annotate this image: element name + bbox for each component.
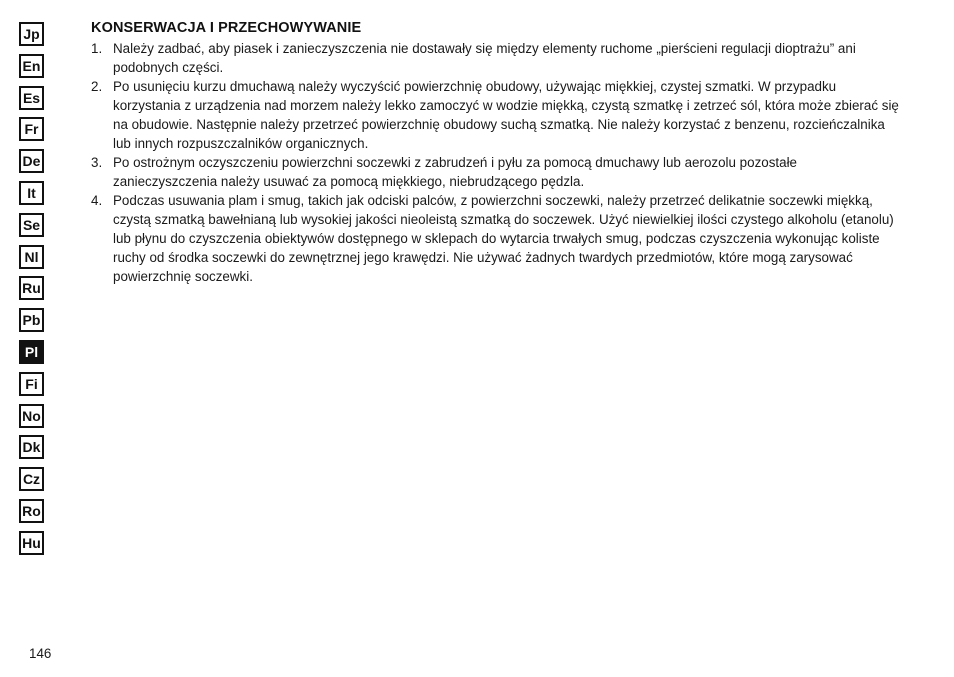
lang-tab-es[interactable]: Es	[19, 86, 44, 110]
main-content	[91, 19, 901, 286]
maintenance-steps	[91, 39, 901, 286]
step-text: Podczas usuwania plam i smug, takich jak odciski palców, z powierzchni soczewki, należy przetrzeć delikatnie soczewki miękką, czystą szmatką bawełnianą lub wysokiej jakości nieoleistą szmatką do soczewek. Użyć niewielkiej ilości czystego alkoholu (etanolu) lub płynu do czyszczenia obiektywów dostępnego w sklepach do wytarcia trwałych smug, podczas czyszczenia wykonując koliste ruchy od środka soczewki do zewnętrznej jego krawędzi. Nie używać żadnych twardych przedmiotów, które mogą zarysować powierzchnię soczewki.	[113, 193, 894, 284]
lang-tab-fr[interactable]: Fr	[19, 117, 44, 141]
lang-tab-de[interactable]: De	[19, 149, 44, 173]
lang-tab-ro[interactable]: Ro	[19, 499, 44, 523]
step-item	[91, 39, 901, 77]
lang-tab-nl[interactable]: Nl	[19, 245, 44, 269]
step-item	[91, 77, 901, 153]
lang-tab-cz[interactable]: Cz	[19, 467, 44, 491]
section-title: KONSERWACJA I PRZECHOWYWANIE	[91, 20, 362, 36]
lang-tab-pb[interactable]: Pb	[19, 308, 44, 332]
step-number: 2.	[91, 79, 103, 94]
lang-tab-se[interactable]: Se	[19, 213, 44, 237]
lang-tab-ru[interactable]: Ru	[19, 276, 44, 300]
page-number: 146	[29, 646, 52, 661]
lang-tab-dk[interactable]: Dk	[19, 435, 44, 459]
step-number: 3.	[91, 155, 103, 170]
lang-tab-pl[interactable]: Pl	[19, 340, 44, 364]
lang-tab-fi[interactable]: Fi	[19, 372, 44, 396]
step-number: 1.	[91, 41, 103, 56]
lang-tab-no[interactable]: No	[19, 404, 44, 428]
step-item	[91, 153, 901, 191]
step-number: 4.	[91, 193, 103, 208]
lang-tab-jp[interactable]: Jp	[19, 22, 44, 46]
step-text: Po ostrożnym oczyszczeniu powierzchni soczewki z zabrudzeń i pyłu za pomocą dmuchawy lub aerozolu pozostałe zanieczyszczenia należy usuwać za pomocą miękkiego, niebrudzącego pędzla.	[113, 155, 797, 189]
step-text: Po usunięciu kurzu dmuchawą należy wyczyścić powierzchnię obudowy, używając miękkiej, czystej szmatki. W przypadku korzystania z urządzenia nad morzem należy lekko zamoczyć w wodzie miękką, czystą szmatkę i zetrzeć sól, która może zbierać się na obudowie. Następnie należy przetrzeć powierzchnię obudowy suchą szmatką. Nie należy korzystać z benzenu, rozcieńczalnika lub innych rozpuszczalników organicznych.	[113, 79, 899, 151]
language-tabs	[19, 22, 44, 563]
step-item	[91, 191, 901, 286]
lang-tab-it[interactable]: It	[19, 181, 44, 205]
lang-tab-en[interactable]: En	[19, 54, 44, 78]
step-text: Należy zadbać, aby piasek i zanieczyszczenia nie dostawały się między elementy ruchome „pierścieni regulacji dioptrażu” ani podobnych części.	[113, 41, 856, 75]
lang-tab-hu[interactable]: Hu	[19, 531, 44, 555]
